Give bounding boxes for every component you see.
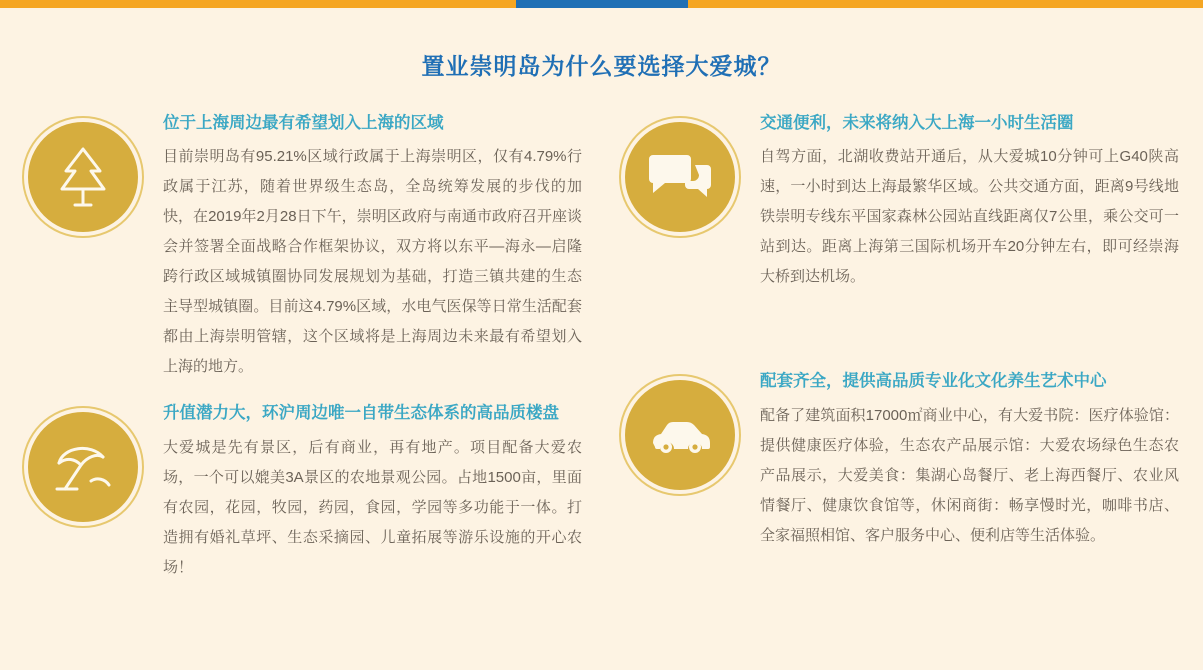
feature-title: 交通便利，未来将纳入大上海一小时生活圈 <box>760 114 1074 132</box>
active-tab-indicator[interactable] <box>516 0 688 8</box>
feature-item <box>615 110 1185 292</box>
feature-body <box>163 110 588 382</box>
feature-title: 位于上海周边最有希望划入上海的区域 <box>163 114 444 132</box>
feature-body <box>760 368 1185 550</box>
page-title: 置业崇明岛为什么要选择大爱城？ <box>421 53 782 79</box>
feature-text: 目前崇明岛有95.21%区域行政属于上海崇明区，仅有4.79%行政属于江苏，随着世界级生态岛，全岛统筹发展的步伐的加快，在2019年2月28日下午，崇明区政府与南通市政府召开座谈会并签署全面战略合作框架协议，双方将以东平—海永—启隆跨行政区域城镇圈协同发展规划为基础，打造三镇共建的生态主导型城镇圈。目前这4.79%区域，水电气医保等日常生活配套都由上海崇明管辖，这个区域将是上海周边未来最有希望划入上海的地方。 <box>163 148 582 376</box>
feature-body <box>760 110 1185 292</box>
top-accent-strip <box>0 0 1203 8</box>
feature-item <box>18 400 588 582</box>
feature-title: 升值潜力大，环沪周边唯一自带生态体系的高品质楼盘 <box>163 404 559 423</box>
tree-icon <box>28 122 138 232</box>
features-column-left <box>18 100 588 593</box>
beach-umbrella-icon <box>28 412 138 522</box>
feature-text: 配备了建筑面积17000㎡商业中心，有大爱书院：医疗体验馆：提供健康医疗体验，生态农产品展示馆：大爱农场绿色生态农产品展示，大爱美食：集湖心岛餐厅、老上海西餐厅、农业风情餐厅、健康饮食馆等，休闲商街：畅享慢时光，咖啡书店、全家福照相馆、客户服务中心、便利店等生活体验。 <box>760 406 1179 544</box>
feature-item <box>18 110 588 382</box>
feature-item <box>615 368 1185 550</box>
feature-title: 配套齐全，提供高品质专业化文化养生艺术中心 <box>760 372 1107 391</box>
chat-icon <box>625 122 735 232</box>
features-column-right <box>615 100 1185 561</box>
car-icon <box>625 380 735 490</box>
feature-body <box>163 400 588 582</box>
feature-text: 大爱城是先有景区，后有商业，再有地产。项目配备大爱农场，一个可以媲美3A景区的农地景观公园。占地1500亩，里面有农园，花园，牧园，药园，食园，学园等多功能于一体。打造拥有婚礼草坪、生态采摘园、儿童拓展等游乐设施的开心农场！ <box>163 438 582 576</box>
feature-text: 自驾方面，北湖收费站开通后，从大爱城10分钟可上G40陕高速，一小时到达上海最繁华区域。公共交通方面，距离9号线地铁崇明专线东平国家森林公园站直线距离仅7公里，乘公交可一站到达。距离上海第三国际机场开车20分钟左右，即可经崇海大桥到达机场。 <box>760 148 1179 286</box>
